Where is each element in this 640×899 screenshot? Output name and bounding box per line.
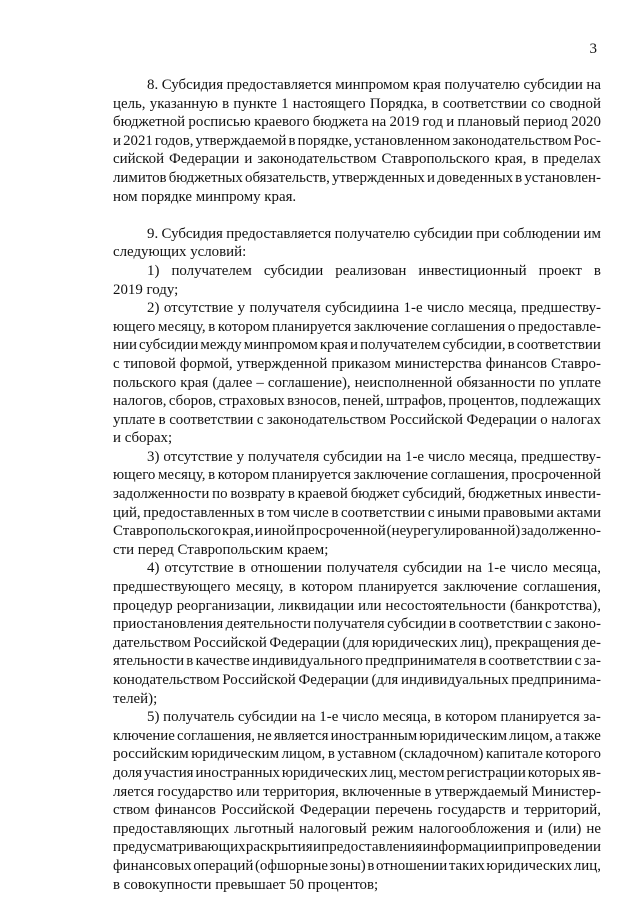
text-line: предшествующего месяцу, в котором планируется заключение соглашения, (113, 579, 601, 596)
text-line: налогов, сборов, страховых взносов, пеней, штрафов, процентов, подлежащих (113, 393, 601, 410)
text-line: 2019 году; (113, 281, 179, 298)
text-line: и 2021 годов, утверждаемой в порядке, установленном законодательством Рос- (113, 132, 601, 149)
text-line: в совокупности превышает 50 процентов; (113, 876, 379, 893)
text-line: финансовых операций (офшорные зоны) в отношении таких юридических лиц, (113, 857, 601, 874)
text-line: ством финансов Российской Федерации перечень государств и территорий, (113, 802, 601, 819)
text-line: польского края (далее – соглашение), неисполненной обязанности по уплате (113, 374, 601, 391)
text-line: следующих условий: (113, 244, 247, 261)
text-line: 4) отсутствие в отношении получателя субсидии на 1-е число месяца, (147, 560, 601, 577)
document-body (113, 76, 601, 894)
text-line: уплате в соответствии с законодательством Российской Федерации о налогах (113, 411, 601, 428)
text-line: предусматривающих раскрытия и предоставления информации при проведении (113, 839, 601, 856)
text-line: 3) отсутствие у получателя субсидии на 1-е число месяца, предшеству- (147, 448, 601, 465)
text-line: и сборах; (113, 430, 173, 447)
text-line: задолженности по возврату в краевой бюджет субсидий, бюджетных инвести- (113, 486, 601, 503)
paragraph-p9-5 (113, 708, 601, 894)
text-line: доля участия иностранных юридических лиц, местом регистрации которых яв- (113, 764, 601, 781)
text-line: сти перед Ставропольским краем; (113, 541, 329, 558)
text-line: Ставропольского края, и иной просроченной (неурегулированной) задолженно- (113, 523, 601, 540)
text-line: ятельности в качестве индивидуального предпринимателя в соответствии с за- (113, 653, 601, 670)
text-line: телей); (113, 690, 158, 707)
text-line: цель, указанную в пункте 1 настоящего Порядка, в соответствии со сводной (113, 95, 601, 112)
text-line: 5) получатель субсидии на 1-е число месяца, в котором планируется за- (147, 709, 601, 726)
text-line: процедур реорганизации, ликвидации или несостоятельности (банкротства), (113, 597, 601, 614)
text-line: 9. Субсидия предоставляется получателю субсидии при соблюдении им (147, 225, 601, 242)
paragraph-p9-1 (113, 262, 601, 299)
text-line: нии субсидии между минпромом края и получателем субсидии, в соответствии (113, 337, 601, 354)
text-line: дательством Российской Федерации (для юридических лиц), прекращения де- (113, 634, 601, 651)
paragraph-p9-4 (113, 559, 601, 708)
text-line: ций, предоставленных в том числе в соответствии с иными правовыми актами (113, 504, 601, 521)
text-line: 1) получателем субсидии реализован инвестиционный проект в (147, 262, 601, 279)
text-line: ном порядке минпрому края. (113, 188, 297, 205)
paragraph-p9-3 (113, 448, 601, 560)
text-line: ляется государство или территория, включенные в утверждаемый Министер- (113, 783, 601, 800)
text-line: с типовой формой, утвержденной приказом министерства финансов Ставро- (113, 355, 601, 372)
text-line: ющего месяцу, в котором планируется заключение соглашения о предоставле- (113, 318, 601, 335)
paragraph-p8 (113, 76, 601, 206)
text-line: предоставляющих льготный налоговый режим налогообложения и (или) не (113, 820, 601, 837)
page-number: 3 (589, 41, 597, 57)
text-line: российским юридическим лицом, в уставном (складочном) капитале которого (113, 746, 601, 763)
text-line: бюджетной росписью краевого бюджета на 2019 год и плановый период 2020 (113, 114, 601, 131)
text-line: приостановления деятельности получателя субсидии в соответствии с законо- (113, 616, 601, 633)
paragraph-p9-2 (113, 299, 601, 448)
text-line: лимитов бюджетных обязательств, утвержденных и доведенных в установлен- (113, 169, 601, 186)
text-line: ющего месяцу, в котором планируется заключение соглашения, просроченной (113, 467, 601, 484)
paragraph-gap (113, 206, 601, 225)
text-line: 2) отсутствие у получателя субсидиина 1-е число месяца, предшеству- (147, 300, 601, 317)
text-line: сийской Федерации и законодательством Ставропольского края, в пределах (113, 151, 601, 168)
text-line: 8. Субсидия предоставляется минпромом края получателю субсидии на (147, 77, 601, 93)
text-line: конодательством Российской Федерации (для индивидуальных предпринима- (113, 672, 601, 688)
text-line: ключение соглашения, не является иностранным юридическим лицом, а также (113, 727, 601, 744)
paragraph-p9 (113, 225, 601, 262)
